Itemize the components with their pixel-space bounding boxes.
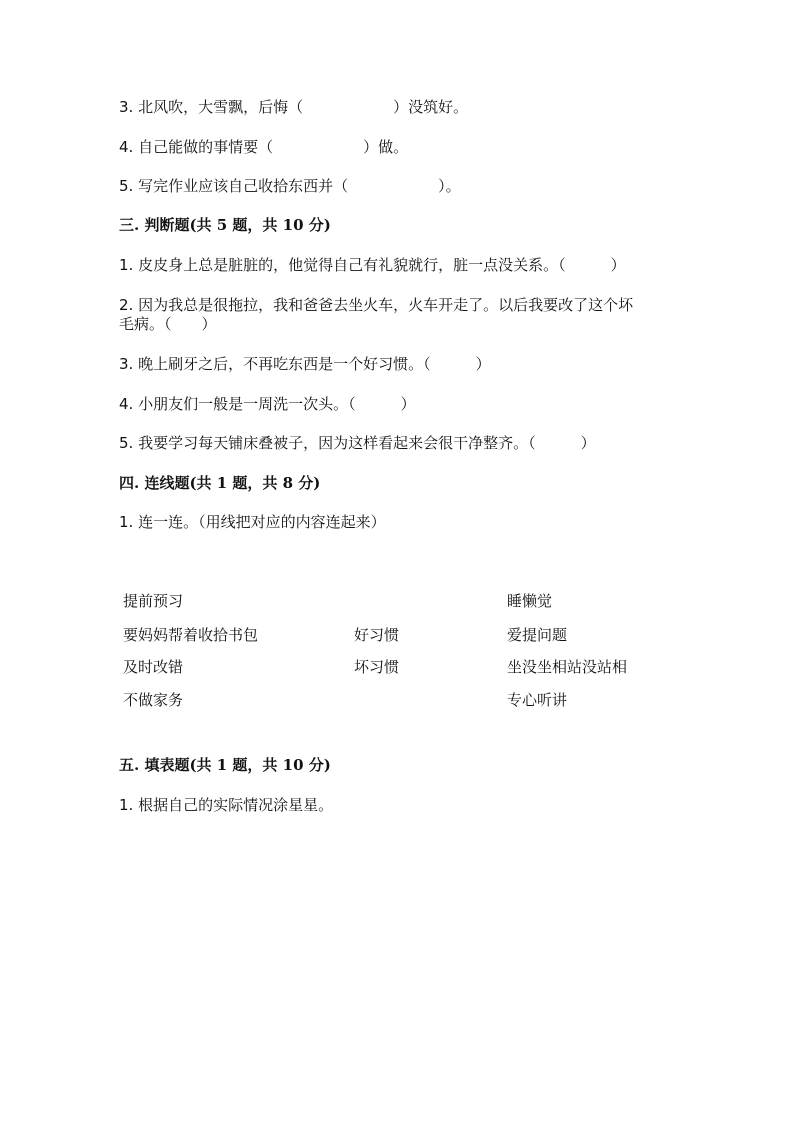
matching-right-item: 坐没坐相站没站相: [507, 658, 628, 676]
judge-item-2: 2. 因为我总是很拖拉，我和爸爸去坐火车，火车开走了。以后我要改了这个坏: [119, 296, 634, 314]
section-4-heading: 四. 连线题(共 1 题，共 8 分): [119, 474, 321, 492]
judge-item-1: 1. 皮皮身上总是脏脏的，他觉得自己有礼貌就行，脏一点没关系。（ ）: [119, 256, 626, 274]
fill-item-5: 5. 写完作业应该自己收拾东西并（ ）。: [119, 177, 461, 195]
matching-right-item: 专心听讲: [507, 691, 568, 709]
matching-middle-item: 好习惯: [354, 626, 400, 644]
judge-item-2-continued: 毛病。（ ）: [119, 315, 217, 333]
judge-item-4: 4. 小朋友们一般是一周洗一次头。（ ）: [119, 395, 416, 413]
fill-item-4: 4. 自己能做的事情要（ ）做。: [119, 138, 409, 156]
matching-left-item: 提前预习: [123, 592, 184, 610]
matching-right-item: 爱提问题: [507, 626, 568, 644]
section-3-heading: 三. 判断题(共 5 题，共 10 分): [119, 216, 331, 234]
section-5-heading: 五. 填表题(共 1 题，共 10 分): [119, 756, 331, 774]
matching-left-item: 要妈妈帮着收拾书包: [123, 626, 259, 644]
matching-left-item: 及时改错: [123, 658, 184, 676]
matching-middle-item: 坏习惯: [354, 658, 400, 676]
matching-left-item: 不做家务: [123, 691, 184, 709]
matching-question: 1. 连一连。（用线把对应的内容连起来）: [119, 513, 386, 531]
judge-item-3: 3. 晚上刷牙之后，不再吃东西是一个好习惯。（ ）: [119, 355, 491, 373]
judge-item-5: 5. 我要学习每天铺床叠被子，因为这样看起来会很干净整齐。（ ）: [119, 434, 596, 452]
table-question: 1. 根据自己的实际情况涂星星。: [119, 796, 334, 814]
matching-right-item: 睡懒觉: [507, 592, 553, 610]
fill-item-3: 3. 北风吹，大雪飘，后悔（ ）没筑好。: [119, 98, 469, 116]
